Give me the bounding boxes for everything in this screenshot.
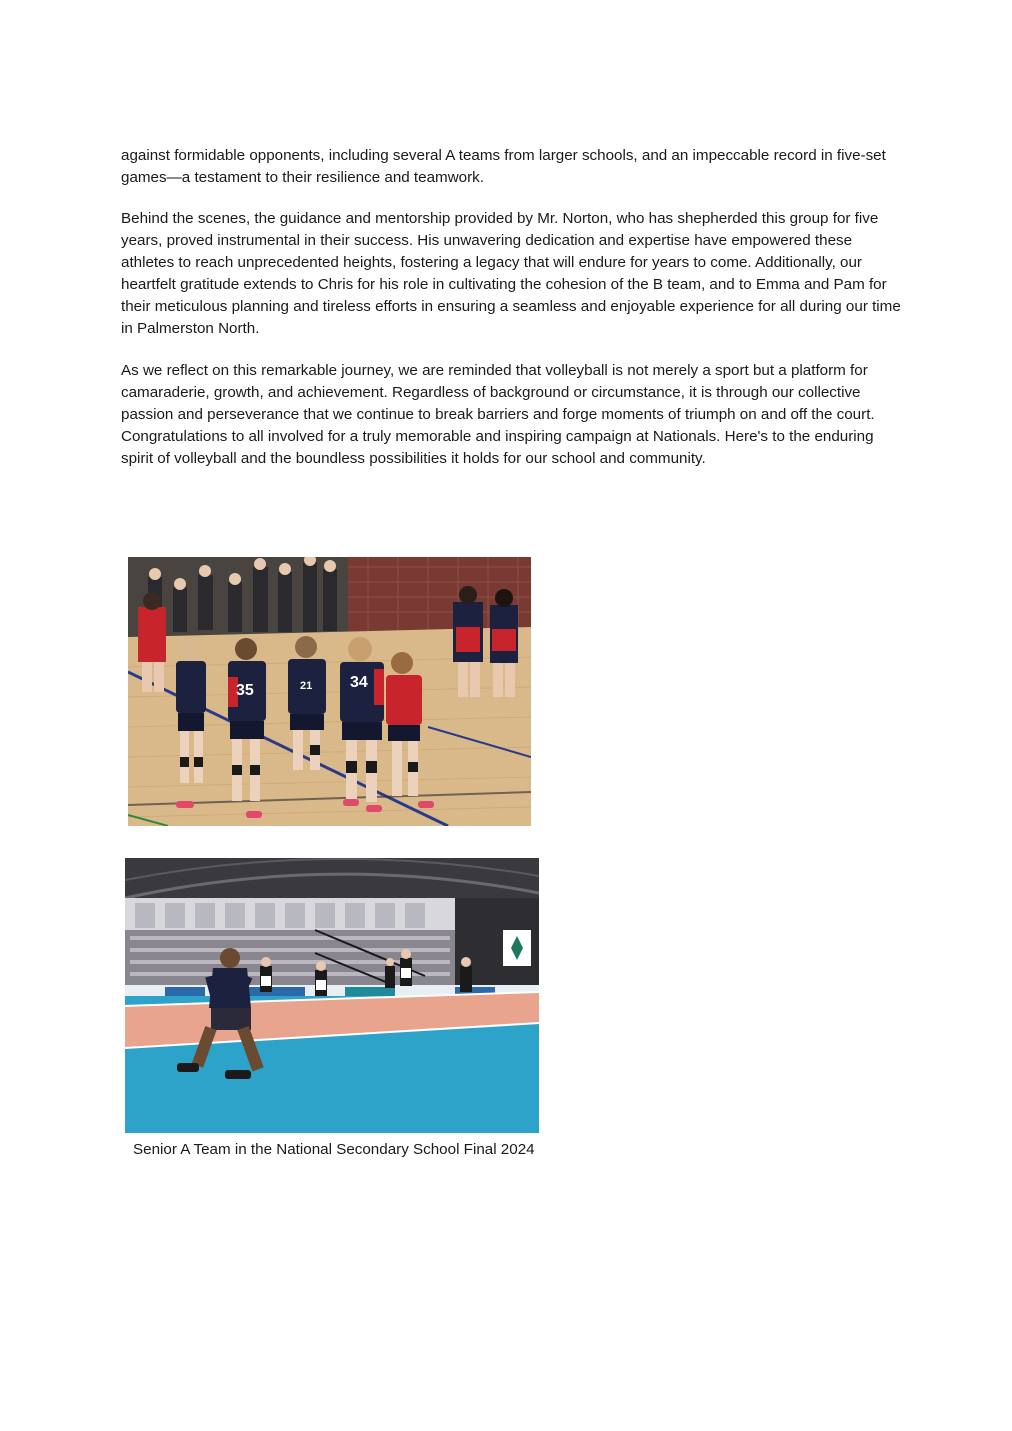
jersey-number-35: 35 (236, 682, 254, 699)
paragraph-team-record: against formidable opponents, including several A teams from larger schools, and an impeccable record in five-set games—a testament to their resilience and teamwork. (121, 147, 886, 186)
team-celebration-photo (128, 557, 531, 826)
paragraph-reflection: As we reflect on this remarkable journey, we are reminded that volleyball is not merely a sport but a platform for camaraderie, growth, and achievement. Regardless of background or circumstance, it is through our collective passion and perseverance that we continue to break barriers and forge moments of triumph on and off the court. Congratulations to all involved for a truly memorable and inspiring campaign at Nationals. Here's to the enduring spirit of volleyball and the boundless possibilities it holds for our school and community. (121, 362, 875, 467)
photo-caption: Senior A Team in the National Secondary School Final 2024 (133, 1141, 535, 1158)
jersey-number-34: 34 (350, 674, 368, 691)
jersey-number-21: 21 (300, 680, 313, 692)
national-final-photo (125, 858, 539, 1133)
paragraph-acknowledgements: Behind the scenes, the guidance and mentorship provided by Mr. Norton, who has shepherded this group for five years, proved instrumental in their success. His unwavering dedication and expertise have empowered these athletes to reach unprecedented heights, fostering a legacy that will endure for years to come. Additionally, our heartfelt gratitude extends to Chris for his role in cultivating the cohesion of the B team, and to Emma and Pam for their meticulous planning and tireless efforts in ensuring a seamless and enjoyable experience for all during our time in Palmerston North. (121, 210, 901, 337)
